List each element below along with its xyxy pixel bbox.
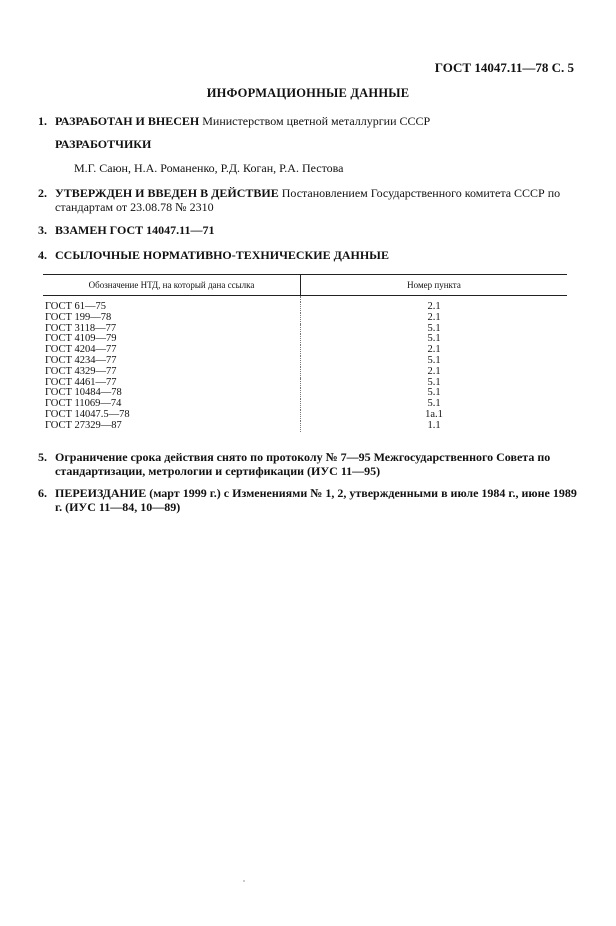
item-6 bbox=[38, 486, 578, 514]
table-cell-document: ГОСТ 3118—77 bbox=[43, 324, 301, 335]
table-cell-document: ГОСТ 4461—77 bbox=[43, 378, 301, 389]
col-header-clause: Номер пункта bbox=[301, 275, 568, 296]
reference-table-header-row bbox=[43, 275, 567, 296]
table-cell-clause: 5.1 bbox=[427, 322, 441, 334]
item-3-heading: ВЗАМЕН ГОСТ 14047.11—71 bbox=[55, 223, 215, 237]
item-2-number: 2. bbox=[38, 186, 47, 200]
table-cell-document: ГОСТ 4204—77 bbox=[43, 345, 301, 356]
developers-names: М.Г. Саюн, Н.А. Романенко, Р.Д. Коган, Р.А. Пестова bbox=[74, 161, 344, 175]
table-cell-document: ГОСТ 199—78 bbox=[43, 313, 301, 324]
table-cell-document: ГОСТ 27329—87 bbox=[43, 421, 301, 432]
document-reference-header: ГОСТ 14047.11—78 С. 5 bbox=[434, 60, 574, 75]
item-5-text: Ограничение срока действия снято по протоколу № 7—95 Межгосударственного Совета по стандартизации, метрологии и сертификации (ИУС 11—95) bbox=[55, 450, 551, 478]
item-6-text: (март 1999 г.) с Изменениями № 1, 2, утвержденными в июле 1984 г., июне 1989 г. (ИУС 11—84, 10—89) bbox=[55, 486, 577, 514]
item-3 bbox=[38, 223, 578, 237]
table-cell-document: ГОСТ 61—75 bbox=[43, 302, 301, 313]
table-cell-document: ГОСТ 4109—79 bbox=[43, 334, 301, 345]
item-6-number: 6. bbox=[38, 486, 47, 500]
item-6-heading: ПЕРЕИЗДАНИЕ bbox=[55, 486, 147, 500]
reference-table bbox=[43, 274, 567, 432]
table-row bbox=[43, 324, 567, 335]
table-row bbox=[43, 356, 567, 367]
item-1-text: Министерством цветной металлургии СССР bbox=[199, 114, 431, 128]
table-cell-document: ГОСТ 4329—77 bbox=[43, 367, 301, 378]
item-2 bbox=[38, 186, 578, 214]
table-row bbox=[43, 345, 567, 356]
table-cell-clause: 5.1 bbox=[427, 354, 441, 366]
item-4-number: 4. bbox=[38, 248, 47, 262]
table-cell-clause: 2.1 bbox=[427, 365, 441, 377]
table-row bbox=[43, 388, 567, 399]
table-row bbox=[43, 313, 567, 324]
section-title: ИНФОРМАЦИОННЫЕ ДАННЫЕ bbox=[206, 86, 410, 100]
item-1-number: 1. bbox=[38, 114, 47, 128]
item-4-heading: ССЫЛОЧНЫЕ НОРМАТИВНО-ТЕХНИЧЕСКИЕ ДАННЫЕ bbox=[55, 248, 389, 262]
item-4 bbox=[38, 248, 578, 262]
item-1-heading: РАЗРАБОТАН И ВНЕСЕН bbox=[55, 114, 200, 128]
table-cell-clause: 1.1 bbox=[427, 419, 441, 431]
table-row bbox=[43, 334, 567, 345]
table-cell-document: ГОСТ 10484—78 bbox=[43, 388, 301, 399]
table-cell-clause: 2.1 bbox=[427, 344, 441, 356]
developers-heading: РАЗРАБОТЧИКИ bbox=[55, 137, 152, 151]
scan-speck bbox=[243, 880, 245, 882]
table-cell-clause: 1а.1 bbox=[425, 408, 443, 420]
table-cell-document: ГОСТ 4234—77 bbox=[43, 356, 301, 367]
table-row bbox=[43, 367, 567, 378]
table-cell-clause: 5.1 bbox=[427, 333, 441, 345]
table-row bbox=[43, 302, 567, 313]
item-2-text: Постановлением Государственного комитета СССР по стандартам от 23.08.78 № 2310 bbox=[55, 186, 561, 214]
table-cell-clause: 5.1 bbox=[427, 387, 441, 399]
table-cell-clause: 5.1 bbox=[427, 398, 441, 410]
item-1 bbox=[38, 114, 578, 128]
item-2-heading: УТВЕРЖДЕН И ВВЕДЕН В ДЕЙСТВИЕ bbox=[55, 186, 279, 200]
table-cell-document: ГОСТ 14047.5—78 bbox=[43, 410, 301, 421]
item-5 bbox=[38, 450, 578, 478]
table-cell-clause: 5.1 bbox=[427, 376, 441, 388]
item-3-number: 3. bbox=[38, 223, 47, 237]
item-5-number: 5. bbox=[38, 450, 47, 464]
table-cell-clause: 2.1 bbox=[427, 301, 441, 312]
table-cell-clause: 2.1 bbox=[427, 311, 441, 323]
col-header-document: Обозначение НТД, на который дана ссылка bbox=[43, 275, 301, 296]
table-cell-document: ГОСТ 11069—74 bbox=[43, 399, 301, 410]
table-row bbox=[43, 421, 567, 432]
